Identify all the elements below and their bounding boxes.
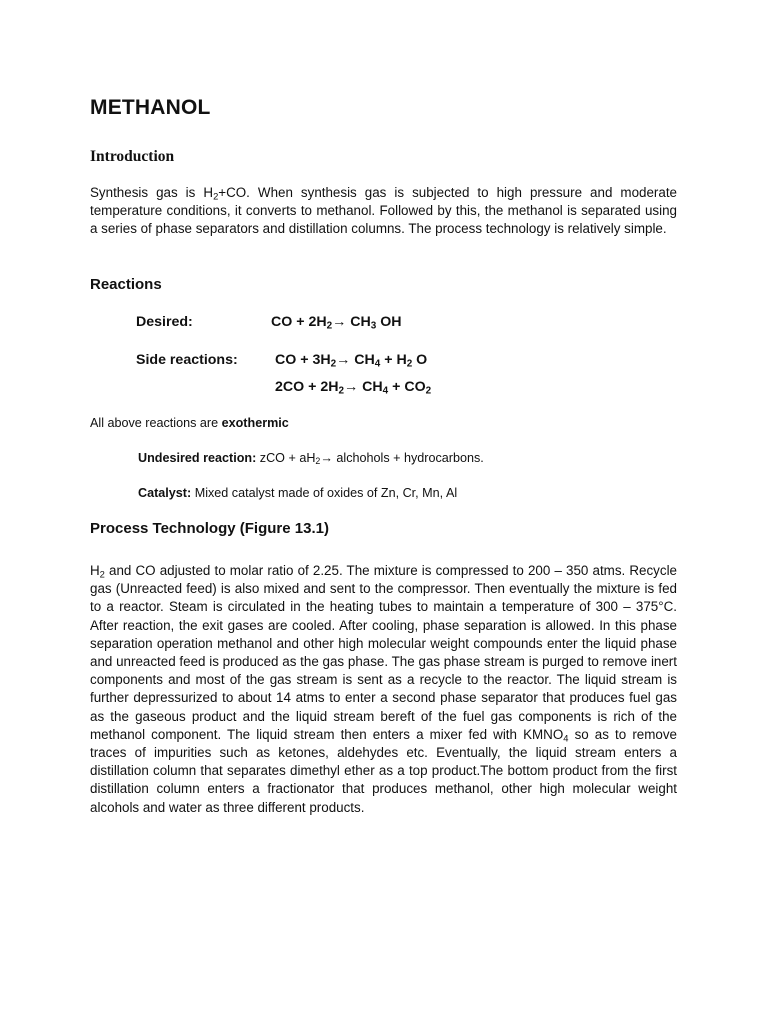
catalyst-line: Catalyst: Mixed catalyst made of oxides of Zn, Cr, Mn, Al	[138, 486, 458, 500]
reactions-heading: Reactions	[90, 276, 162, 293]
side-reactions-label: Side reactions:	[136, 352, 238, 368]
desired-equation: CO + $2H_2\to CH_3$ OH	[271, 314, 402, 332]
side-reaction-equation-1: CO + $3H_2\to CH_4 + H_2$ O	[275, 352, 428, 370]
desired-label: Desired:	[136, 314, 193, 330]
document-title: METHANOL	[90, 96, 211, 119]
process-technology-heading: Process Technology (Figure 13.1)	[90, 520, 329, 537]
side-reaction-equation-2: $2CO + 2H_2\to CH_4 + CO_2$	[275, 379, 432, 397]
introduction-paragraph: Synthesis gas is $H_2+CO$. When synthesis gas is subjected to high pressure and moderate temperature conditions, it converts to methanol. Followed by this, the methanol is separated using a series of phase separators and distillation columns. The process technology is relatively simple.	[90, 185, 677, 237]
exothermic-note: All above reactions are exothermic	[90, 416, 289, 430]
introduction-heading: Introduction	[90, 148, 175, 165]
undesired-reaction-line: Undesired reaction: zCO + $aH_2\to$ alchohols + hydrocarbons.	[138, 451, 484, 467]
process-technology-paragraph: $H_2$ and CO adjusted to molar ratio of 2.25. The mixture is compressed to 200 – 350 atms. Recycle gas (Unreacted feed) is also mixed and sent to the compressor. Then eventually the mixture is fed to a reactor. Steam is circulated in the heating tubes to maintain a temperature of 300 – 375°C. After reaction, the exit gases are cooled. After cooling, phase separation is allowed. In this phase separation operation methanol and other high molecular weight compounds enter the liquid phase and unreacted feed is produced as the gas phase. The gas phase stream is purged to remove inert components and most of the gas stream is sent as a recycle to the reactor. The liquid stream is further depressurized to about 14 atms to enter a second phase separator that produces fuel gas as the gaseous product and the liquid stream bereft of the fuel gas components is rich of the methanol component. The liquid stream then enters a mixer fed with $KMNO_4$ so as to remove traces of impurities such as ketones, aldehydes etc. Eventually, the liquid stream enters a distillation column that separates dimethyl ether as a top product.The bottom product from the first distillation column enters a fractionator that produces methanol, other high molecular weight alcohols and water as three different products.	[90, 563, 677, 815]
